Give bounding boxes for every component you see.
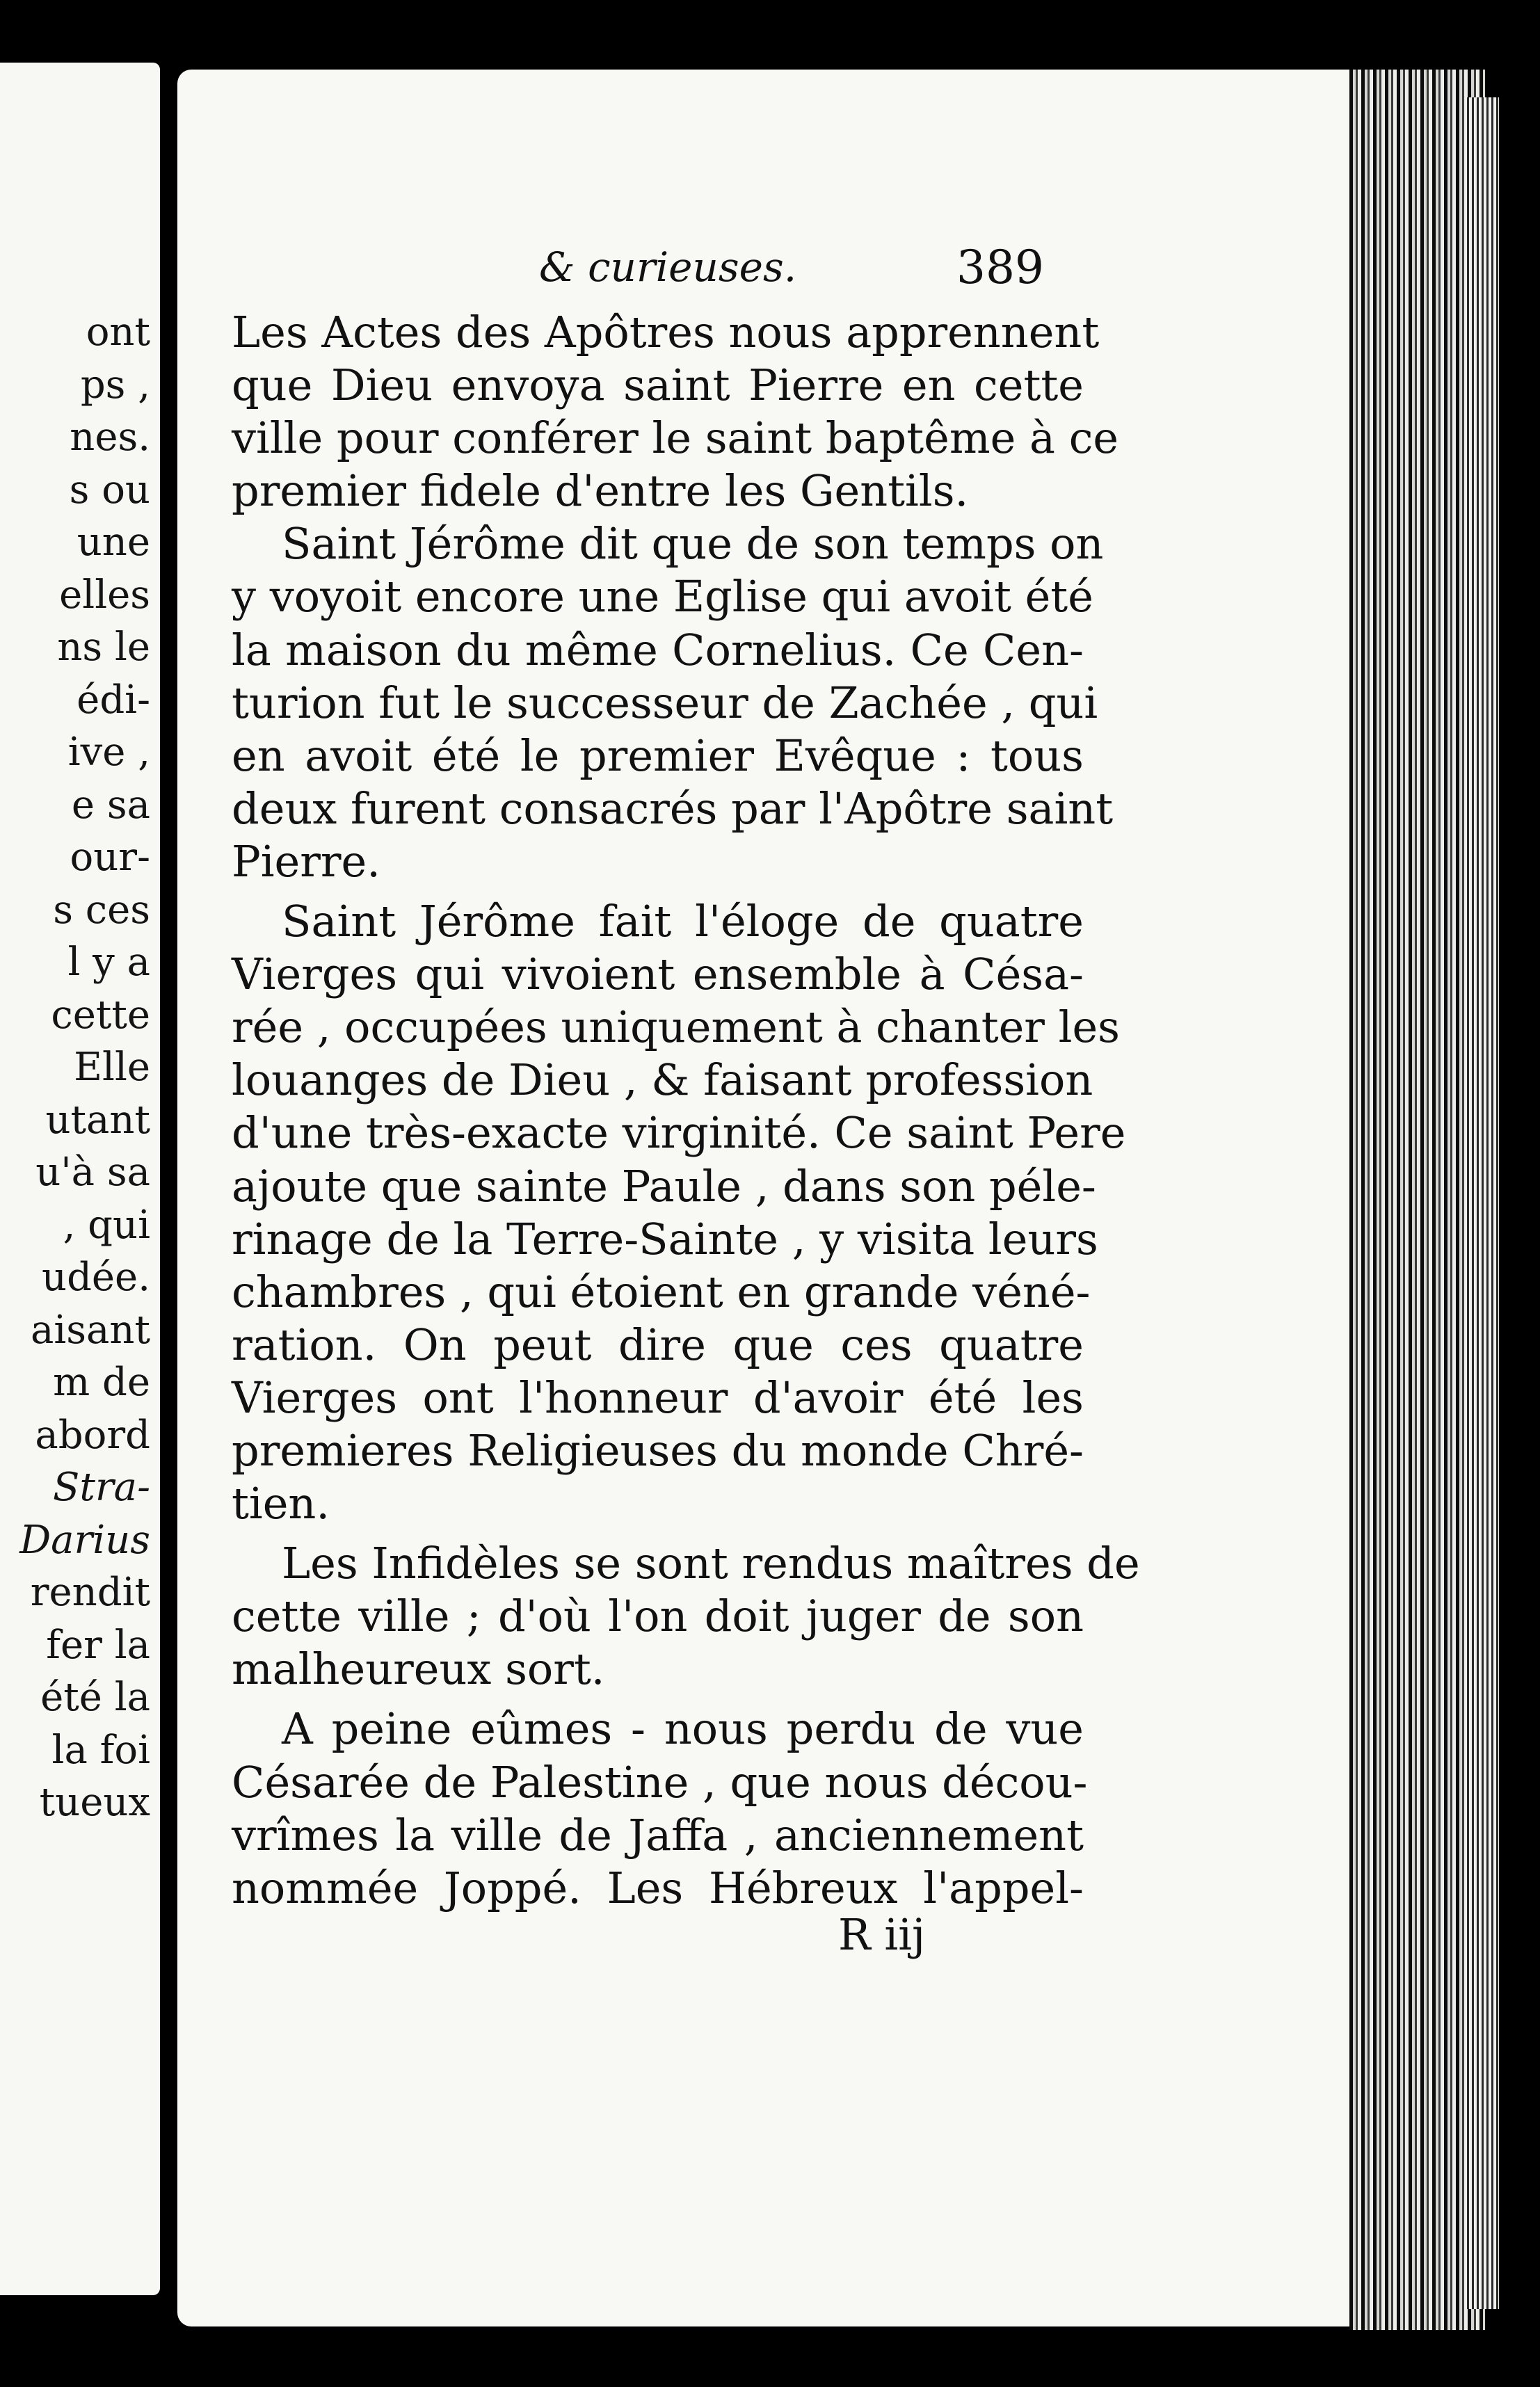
left-page [0, 63, 160, 2295]
running-head: & curieuses. [539, 243, 797, 291]
text-line: chambres , qui étoient en grande véné- [232, 1266, 1091, 1317]
left-page-fragment: udée. [42, 1255, 150, 1300]
text-line: ville pour conférer le saint baptême à ce [232, 412, 1119, 464]
left-page-fragment: édi- [77, 677, 150, 723]
left-page-fragment: une [77, 520, 150, 565]
page-number: 389 [956, 241, 1044, 294]
left-page-fragment: ns le [57, 625, 150, 670]
text-line: premieres Religieuses du monde Chré- [232, 1424, 1084, 1476]
left-page-fragment: , qui [63, 1202, 150, 1248]
left-page-fragment: e sa [71, 782, 150, 828]
left-page-fragment: rendit [30, 1570, 150, 1615]
left-page-fragment: our- [70, 835, 150, 880]
left-page-fragment: ive , [67, 730, 150, 775]
text-line: turion fut le successeur de Zachée , qui [232, 677, 1098, 728]
page-header [177, 243, 1360, 299]
left-page-fragment: abord [35, 1412, 150, 1458]
text-line: rée , occupées uniquement à chanter les [232, 1002, 1120, 1053]
left-page-fragment: ont [86, 310, 150, 355]
left-page-fragment: aisant [31, 1307, 150, 1353]
left-page-fragment: u'à sa [35, 1150, 150, 1195]
text-line: Vierges qui vivoient ensemble à Césa- [232, 949, 1084, 1000]
left-page-fragment: fer la [46, 1622, 150, 1668]
left-page-fragment: l y a [67, 940, 150, 985]
text-line: que Dieu envoya saint Pierre en cette [232, 360, 1084, 411]
text-line: malheureux sort. [232, 1643, 605, 1695]
text-line: Césarée de Palestine , que nous décou- [232, 1756, 1088, 1808]
text-line: deux furent consacrés par l'Apôtre saint [232, 782, 1114, 834]
text-line: en avoit été le premier Evêque : tous [232, 730, 1084, 781]
left-page-fragment: ps , [80, 362, 150, 408]
left-page-fragment: nes. [70, 415, 150, 460]
left-page-fragment: s ou [69, 467, 150, 513]
left-page-fragment: Elle [74, 1045, 150, 1090]
left-page-fragment: Stra- [53, 1465, 150, 1510]
page-edges-outer [1464, 97, 1499, 2309]
text-line: Pierre. [232, 835, 380, 887]
text-line: Saint Jérôme fait l'éloge de quatre [282, 896, 1084, 947]
text-line: Les Actes des Apôtres nous apprennent [232, 307, 1100, 357]
left-page-fragment: été la [40, 1675, 150, 1720]
text-line: Les Infidèles se sont rendus maîtres de [282, 1538, 1140, 1589]
left-page-fragment: s ces [53, 887, 150, 933]
text-line: vrîmes la ville de Jaffa , anciennement [232, 1809, 1084, 1860]
text-line: y voyoit encore une Eglise qui avoit été [232, 571, 1093, 622]
text-line: la maison du même Cornelius. Ce Cen- [232, 624, 1084, 675]
left-page-fragment: elles [59, 572, 150, 618]
text-line: premier fidele d'entre les Gentils. [232, 465, 969, 517]
text-line: ajoute que sainte Paule , dans son péle- [232, 1160, 1096, 1212]
signature-mark: R iij [838, 1909, 926, 1960]
text-line: Vierges ont l'honneur d'avoir été les [232, 1372, 1084, 1423]
text-line: louanges de Dieu , & faisant profession [232, 1054, 1093, 1106]
text-line: nommée Joppé. Les Hébreux l'appel- [232, 1862, 1084, 1913]
text-line: A peine eûmes - nous perdu de vue [282, 1703, 1084, 1755]
left-page-fragment: Darius [19, 1517, 150, 1563]
body-text [232, 306, 1140, 1915]
text-line: rinage de la Terre-Sainte , y visita leurs [232, 1213, 1098, 1264]
text-line: tien. [232, 1478, 330, 1529]
left-page-fragment: utant [45, 1097, 150, 1143]
text-line: Saint Jérôme dit que de son temps on [282, 518, 1104, 570]
left-page-fragment: tueux [39, 1780, 150, 1825]
text-line: cette ville ; d'où l'on doit juger de son [232, 1591, 1084, 1642]
left-page-fragment: m de [53, 1360, 150, 1405]
left-page-fragment: cette [51, 992, 150, 1038]
left-page-fragment: la foi [51, 1727, 150, 1773]
text-line: ration. On peut dire que ces quatre [232, 1319, 1084, 1370]
text-line: d'une très-exacte virginité. Ce saint Pere [232, 1107, 1126, 1159]
